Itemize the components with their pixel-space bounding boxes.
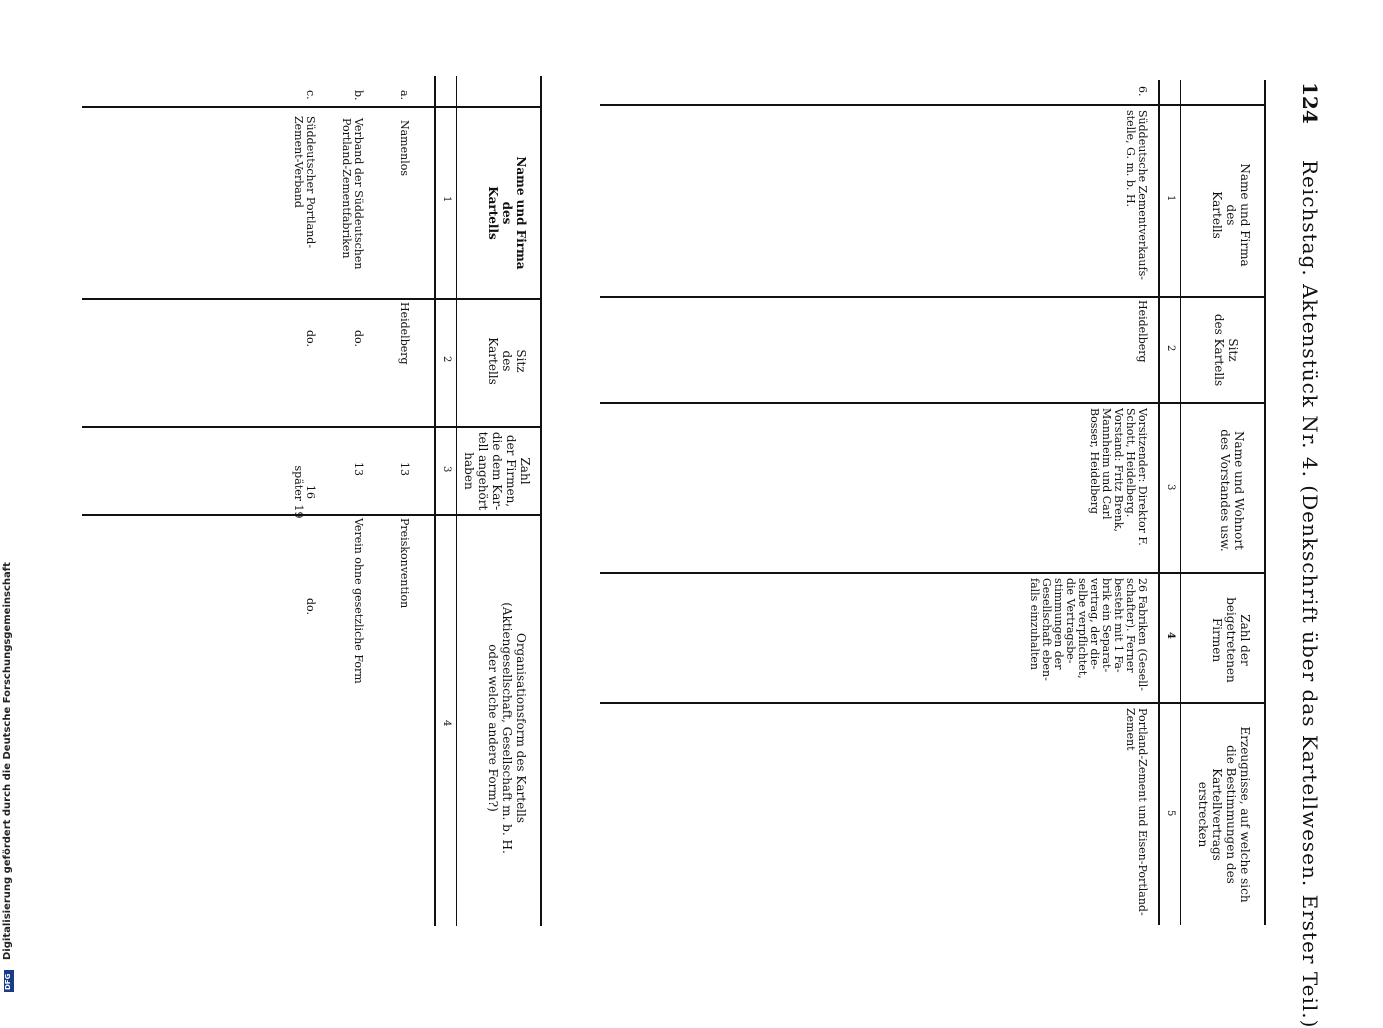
table-top-colnum-2: 2 bbox=[1165, 345, 1176, 352]
table-top-col-sep bbox=[600, 572, 1266, 574]
table-top-col-sep bbox=[600, 402, 1266, 404]
table-bottom-rule-num bbox=[456, 76, 457, 926]
running-head: Reichstag. Aktenstück Nr. 4. (Denkschrift über das Kartellwesen. Erster Teil.) bbox=[1298, 160, 1322, 1028]
table-bottom-row-b-sitz: do. bbox=[352, 330, 365, 347]
table-top-rule-header bbox=[1158, 80, 1160, 925]
table-bottom-row-a-index: a. bbox=[398, 90, 411, 101]
table-bottom-row-c-name: Süddeutscher Portland- Zement-Verband bbox=[292, 116, 317, 249]
page-number: 124 bbox=[1298, 82, 1322, 124]
table-top-row-name: Süddeutsche Zementverkaufs- stelle, G. m. b. H. bbox=[1124, 110, 1149, 280]
table-top-row-vorstand: Vorsitzender: Direktor F. Schott, Heidelberg. Vorstand: Fritz Brenk, Mannheim und Carl Bosser, Heidelberg bbox=[1088, 408, 1149, 546]
table-top-row-firmen: 26 Fabriken (Gesell- schafter). Ferner besteht mit 1 Fa- brik ein Separat- vertrag, der die- selbe verpflichtet, die Vertragsbe- stimmungen der Gesellschaft eben- falls einzuhalten bbox=[1028, 578, 1149, 692]
table-bottom-row-b-form: Verein ohne gesetzliche Form bbox=[352, 518, 365, 684]
table-bottom-header-name: Name und Firma des Kartells bbox=[486, 156, 528, 270]
table-top-header-sitz: Sitz des Kartells bbox=[1212, 313, 1240, 387]
table-bottom-colnum-1: 1 bbox=[441, 196, 452, 203]
table-bottom-header-sitz: Sitz des Kartells bbox=[486, 337, 528, 385]
table-top-col-sep bbox=[600, 104, 1266, 106]
table-bottom-rule-outer bbox=[540, 76, 542, 926]
table-bottom-row-c-sitz: do. bbox=[304, 330, 317, 347]
table-bottom-row-a-zahl: 13 bbox=[398, 462, 411, 476]
table-top-row-index: 6. bbox=[1136, 86, 1149, 97]
dfg-logo-text: DFG bbox=[4, 973, 12, 990]
table-top-rule-num bbox=[1180, 80, 1181, 925]
table-bottom-rule-header bbox=[434, 76, 436, 926]
table-top-header-firmen: Zahl der beigetretenen Firmen bbox=[1210, 597, 1252, 683]
table-bottom-row-c-zahl: 16 später 19 bbox=[292, 465, 317, 519]
table-bottom-row-b-zahl: 13 bbox=[352, 462, 365, 476]
table-bottom-col-sep bbox=[82, 298, 542, 300]
table-bottom-row-a-form: Preiskonvention bbox=[398, 518, 411, 609]
table-top-colnum-4: 4 bbox=[1165, 632, 1176, 639]
table-top-rule-outer bbox=[1264, 80, 1266, 925]
table-bottom-colnum-4: 4 bbox=[441, 720, 452, 727]
table-top-row-sitz: Heidelberg bbox=[1136, 300, 1149, 363]
table-bottom-row-c-form: do. bbox=[304, 598, 317, 615]
table-top-header-vorstand: Name und Wohnort des Vorstandes usw. bbox=[1218, 429, 1246, 552]
table-top-col-sep bbox=[600, 296, 1266, 298]
table-top-header-erzeugnisse: Erzeugnisse, auf welche sich die Bestimmungen des Kartellvertrags erstrecken bbox=[1196, 726, 1252, 903]
table-bottom-col-sep bbox=[82, 106, 542, 108]
table-top-colnum-3: 3 bbox=[1165, 484, 1176, 491]
table-bottom-colnum-2: 2 bbox=[441, 356, 452, 363]
table-bottom-header-form: Organisationsform des Kartells (Aktiengesellschaft, Gesellschaft m. b. H. oder welche andere Form?) bbox=[486, 602, 528, 854]
dfg-footer-note: Digitalisierung gefördert durch die Deutsche Forschungsgemeinschaft bbox=[2, 562, 13, 960]
table-bottom-row-c-index: c. bbox=[304, 90, 317, 100]
table-bottom-header-zahl: Zahl der Firmen, die dem Kar- tell angehört haben bbox=[462, 431, 532, 511]
table-top-header-name: Name und Firma des Kartells bbox=[1210, 163, 1252, 267]
table-bottom-row-a-name: Namenlos bbox=[398, 120, 411, 176]
table-bottom-row-b-index: b. bbox=[352, 90, 365, 101]
table-top-col-sep bbox=[600, 702, 1266, 704]
table-bottom-col-sep bbox=[82, 426, 542, 428]
table-bottom-colnum-3: 3 bbox=[441, 466, 452, 473]
table-top-colnum-5: 5 bbox=[1165, 810, 1176, 817]
table-bottom-row-b-name: Verband der Süddeutschen Portland-Zementfabriken bbox=[340, 118, 365, 270]
table-top-row-erzeugnisse: Portland-Zement und Eisen-Portland- Zement bbox=[1124, 708, 1149, 916]
table-top-colnum-1: 1 bbox=[1165, 195, 1176, 202]
table-bottom-row-a-sitz: Heidelberg bbox=[398, 302, 411, 365]
dfg-logo bbox=[4, 970, 14, 992]
